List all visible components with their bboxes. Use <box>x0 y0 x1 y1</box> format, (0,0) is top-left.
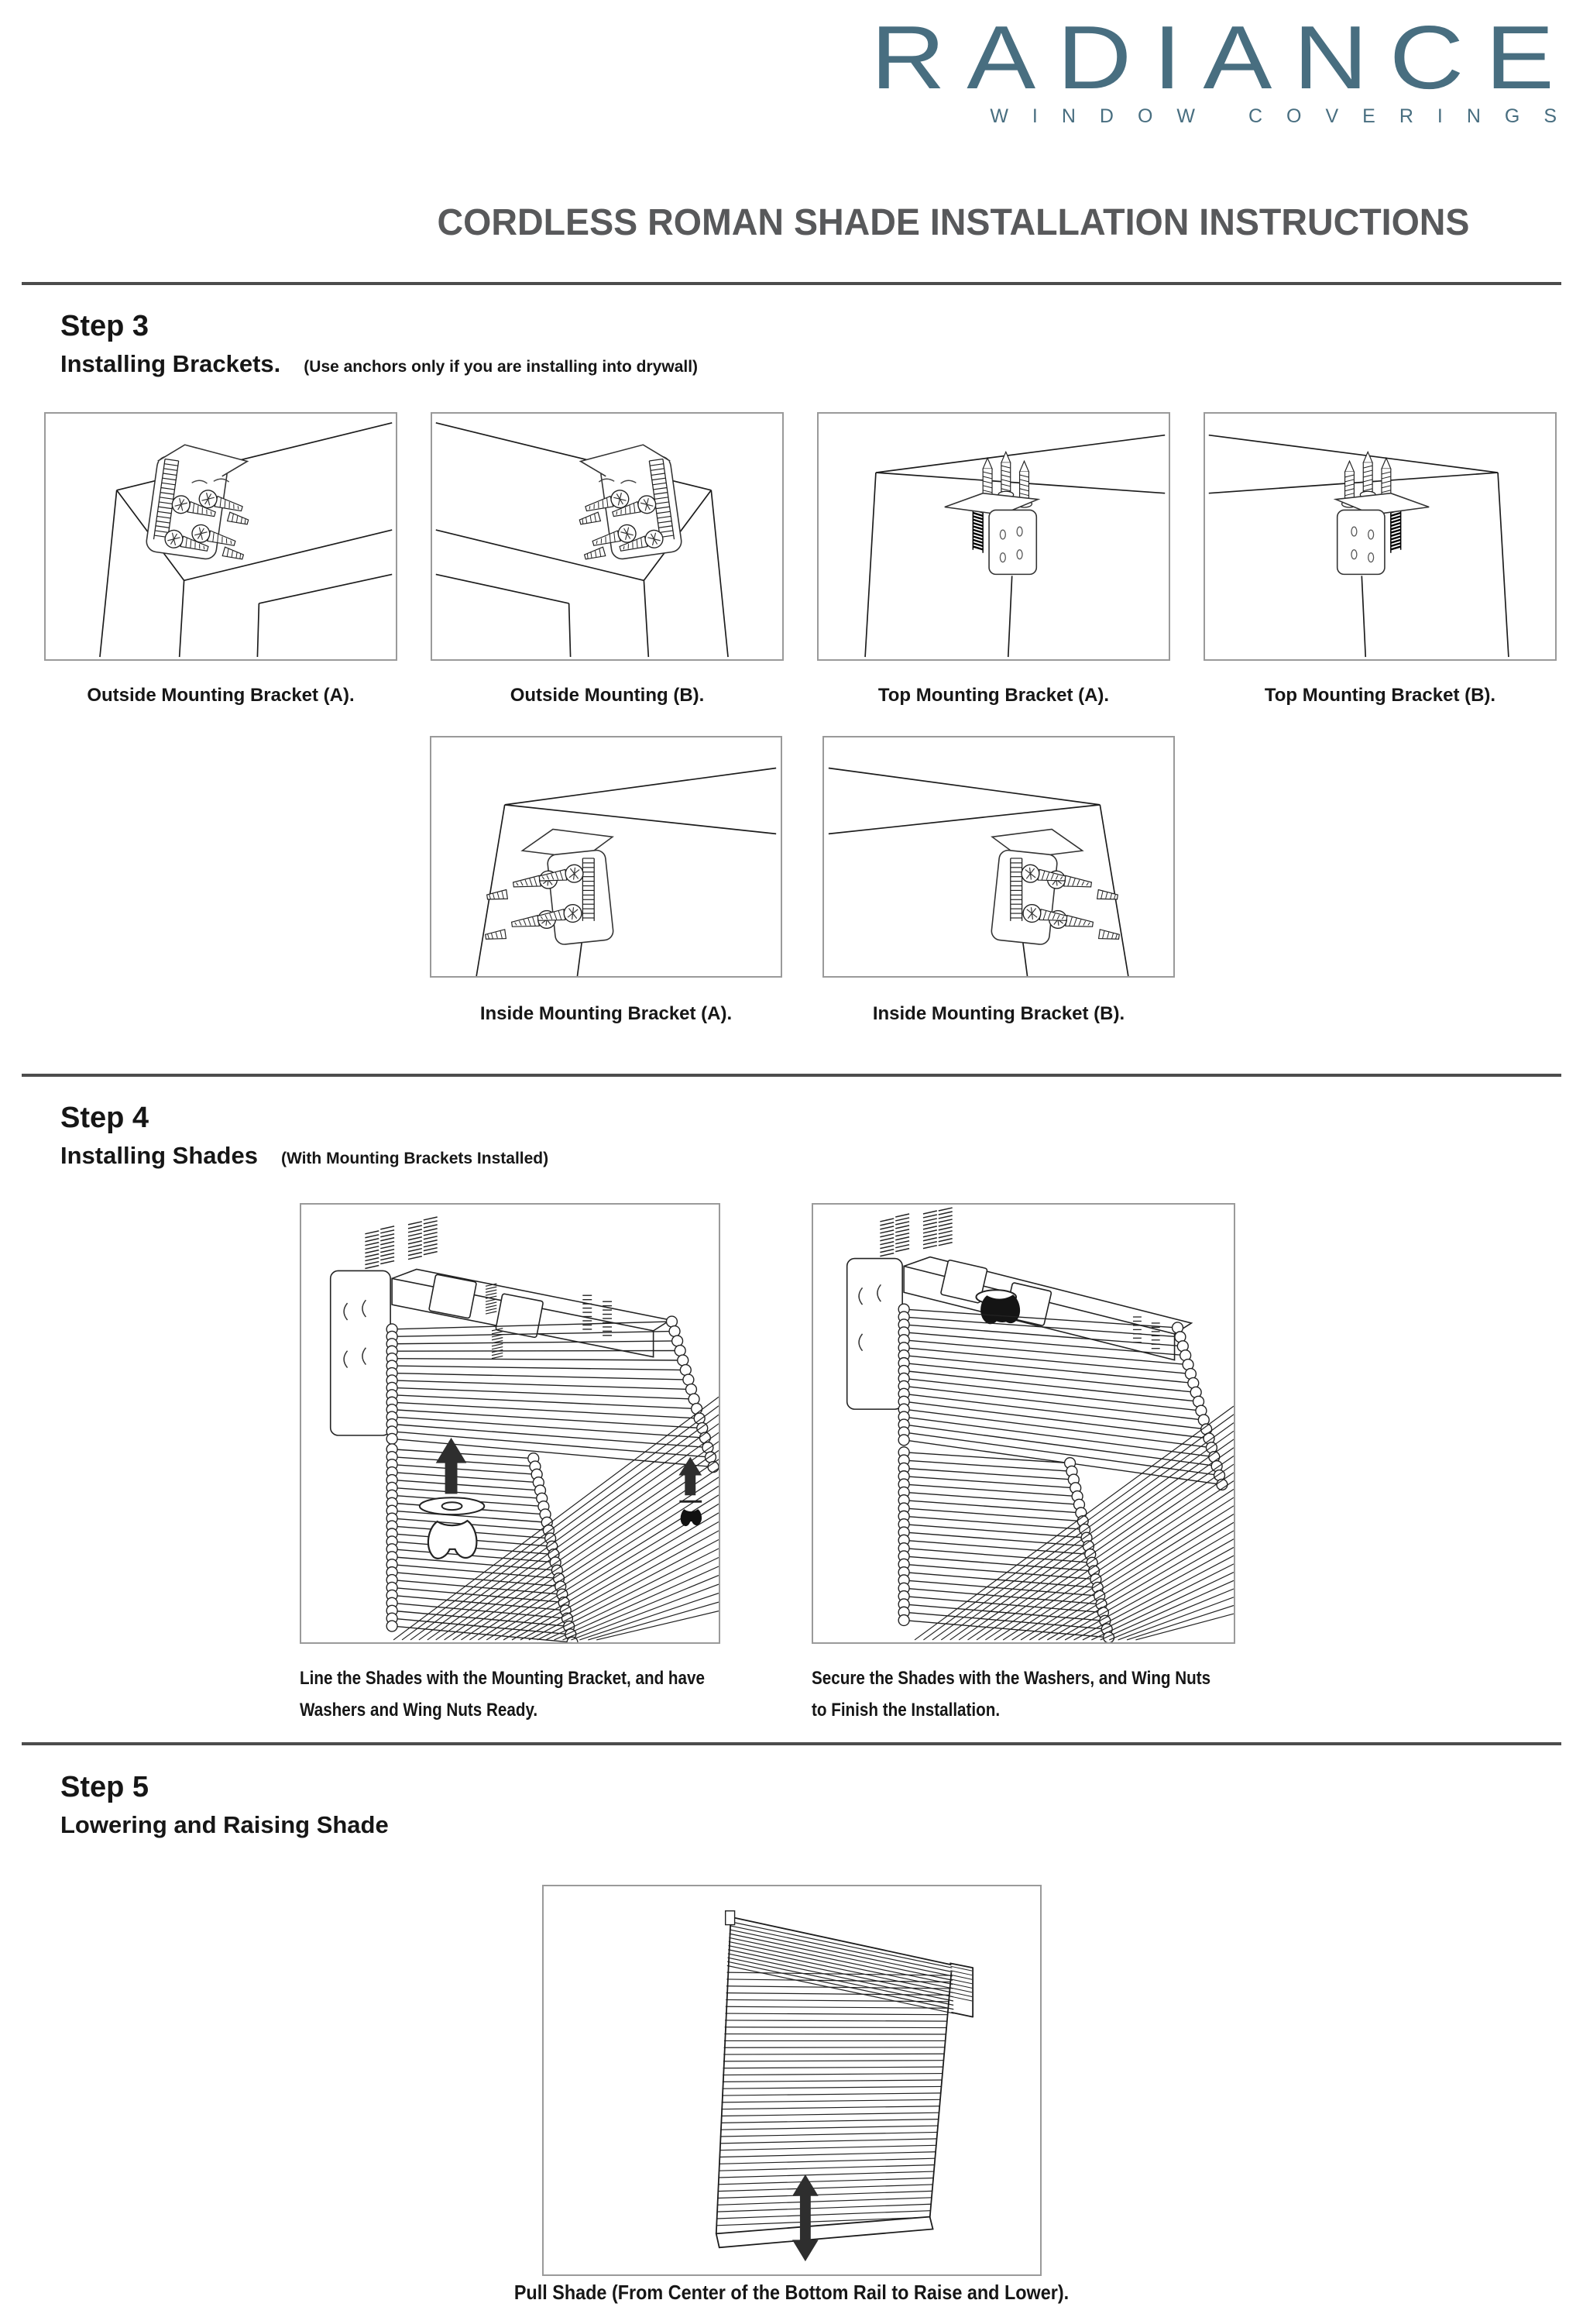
figure-top-mount-a <box>817 412 1170 661</box>
caption-pull-shade: Pull Shade (From Center of the Bottom Rail to Raise and Lower). <box>513 2281 1070 2304</box>
step3-label: Step 3 <box>60 310 149 342</box>
step5-heading: Lowering and Raising Shade <box>60 1811 389 1838</box>
figure-outside-mount-b <box>431 412 784 661</box>
caption-outside-mount-a: Outside Mounting Bracket (A). <box>87 685 355 706</box>
step4-heading: Installing Shades <box>60 1142 258 1169</box>
step4-note: (With Mounting Brackets Installed) <box>280 1150 549 1167</box>
step4-label: Step 4 <box>60 1102 149 1134</box>
page-title: CORDLESS ROMAN SHADE INSTALLATION INSTRUCTIONS <box>437 202 1470 243</box>
figure-pull-shade <box>542 1885 1042 2276</box>
divider <box>22 1074 1561 1077</box>
step3-note: (Use anchors only if you are installing into drywall) <box>304 358 699 376</box>
caption-inside-mount-a: Inside Mounting Bracket (A). <box>479 1003 733 1024</box>
caption-top-mount-a: Top Mounting Bracket (A). <box>877 685 1110 706</box>
caption-inside-mount-b: Inside Mounting Bracket (B). <box>872 1003 1125 1024</box>
divider <box>22 282 1561 285</box>
step4-subheading <box>60 1142 548 1170</box>
step5-label: Step 5 <box>60 1771 149 1803</box>
caption-top-mount-b: Top Mounting Bracket (B). <box>1264 685 1496 706</box>
step3-heading: Installing Brackets. <box>60 350 281 377</box>
brand-tagline: WINDOW COVERINGS <box>990 105 1581 127</box>
caption-outside-mount-b: Outside Mounting (B). <box>510 685 705 706</box>
brand-logo <box>870 7 1581 128</box>
step5-subheading <box>60 1811 389 1839</box>
figure-secure-shade <box>812 1203 1235 1644</box>
figure-inside-mount-b <box>822 736 1175 978</box>
divider <box>22 1742 1561 1745</box>
figure-line-up-shade <box>300 1203 720 1644</box>
figure-top-mount-b <box>1204 412 1557 661</box>
figure-inside-mount-a <box>430 736 782 978</box>
figure-outside-mount-a <box>44 412 397 661</box>
caption-line-up-shade: Line the Shades with the Mounting Bracket, and have Washers and Wing Nuts Ready. <box>300 1668 705 1721</box>
brand-name: RADIANCE <box>870 7 1575 108</box>
step3-subheading <box>60 350 698 378</box>
caption-secure-shade: Secure the Shades with the Washers, and Wing Nuts to Finish the Installation. <box>812 1668 1211 1721</box>
